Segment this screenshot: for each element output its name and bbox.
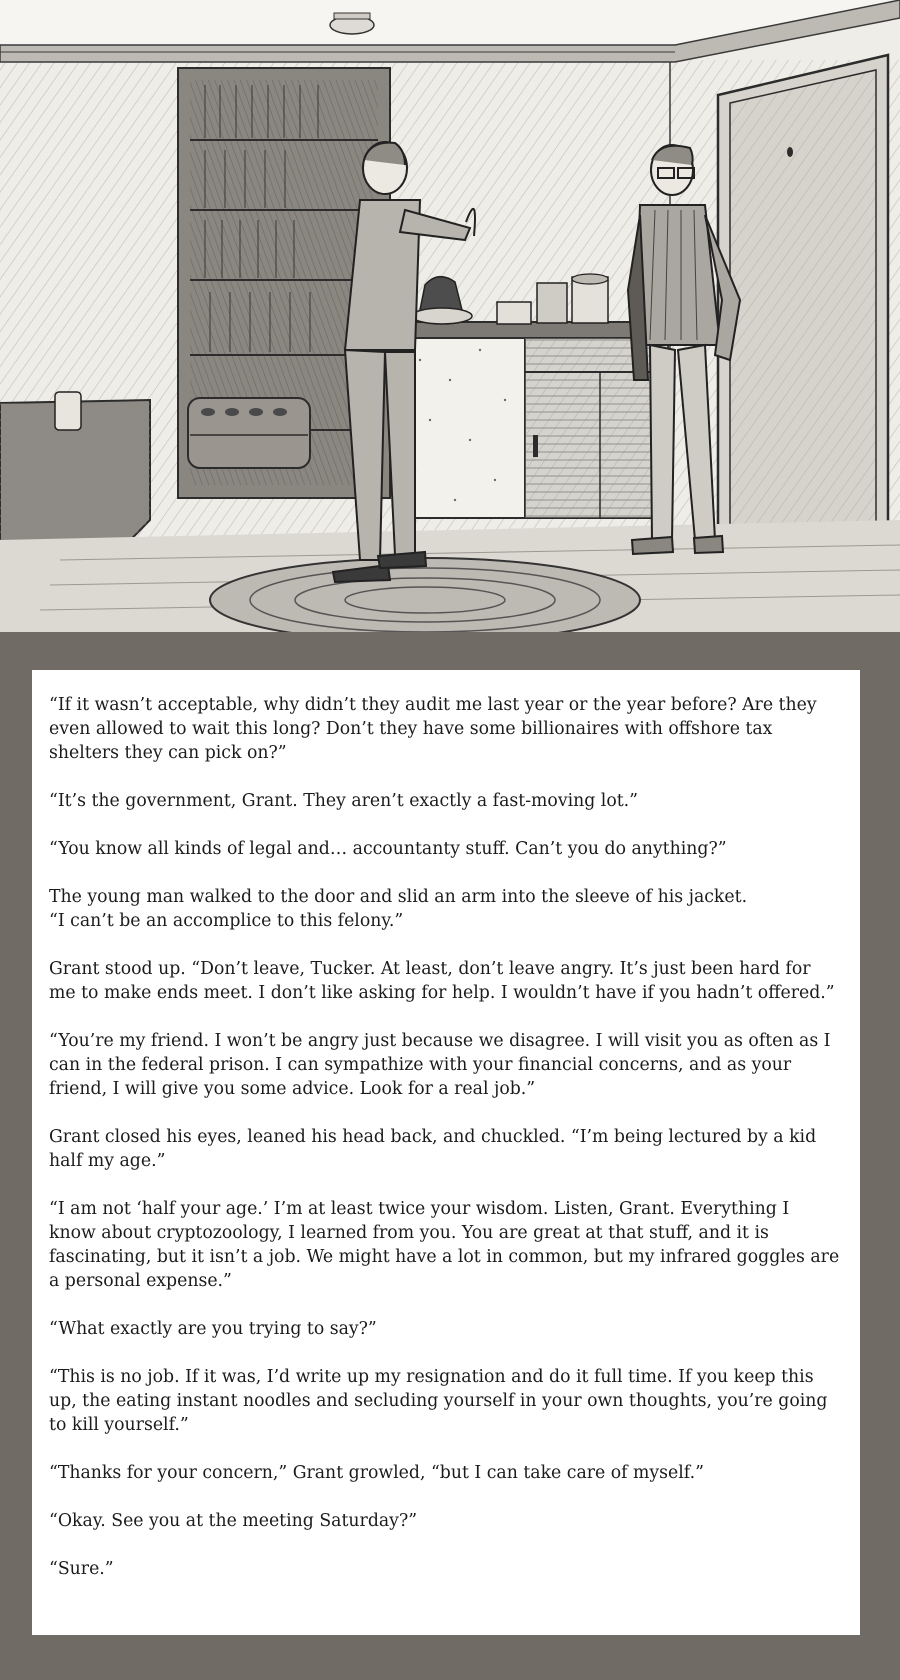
- story-paragraph: The young man walked to the door and slid an arm into the sleeve of his jacket. “I can’t be an accomplice to this felony.”: [49, 887, 748, 931]
- story-text-panel: [32, 670, 860, 1635]
- story-paragraph: “I am not ‘half your age.’ I’m at least twice your wisdom. Listen, Grant. Everything I know about cryptozoology, I learned from you. You are great at that stuff, and it is fascinating, but it isn’t a job. We might have a lot in common, but my infrared goggles are a personal expense.”: [49, 1199, 840, 1291]
- story-paragraph: Grant closed his eyes, leaned his head back, and chuckled. “I’m being lectured by a kid half my age.”: [49, 1127, 817, 1171]
- story-paragraph: Grant stood up. “Don’t leave, Tucker. At least, don’t leave angry. It’s just been hard for me to make ends meet. I don’t like asking for help. I wouldn’t have if you hadn’t offered.”: [49, 959, 835, 1003]
- story-paragraph: “Thanks for your concern,” Grant growled, “but I can take care of myself.”: [49, 1463, 704, 1483]
- story-paragraph: “If it wasn’t acceptable, why didn’t they audit me last year or the year before? Are they even allowed to wait this long? Don’t they have some billionaires with offshore tax shelters they can pick on?”: [49, 695, 817, 763]
- story-paragraph: “Okay. See you at the meeting Saturday?”: [49, 1511, 418, 1531]
- story-paragraph: “What exactly are you trying to say?”: [49, 1319, 377, 1339]
- story-paragraph: “It’s the government, Grant. They aren’t exactly a fast-moving lot.”: [49, 791, 638, 811]
- story-paragraph: “This is no job. If it was, I’d write up my resignation and do it full time. If you keep this up, the eating instant noodles and secluding yourself in your own thoughts, you’re going to kill yourself.”: [49, 1367, 828, 1435]
- story-paragraph: “You’re my friend. I won’t be angry just because we disagree. I will visit you as often as I can in the federal prison. I can sympathize with your financial concerns, and as your friend, I will give you some advice. Look for a real job.”: [49, 1031, 831, 1099]
- comic-illustration: [0, 0, 900, 632]
- pencil-sketch-scene: [0, 0, 900, 632]
- story-paragraph: “You know all kinds of legal and… accountanty stuff. Can’t you do anything?”: [49, 839, 727, 859]
- story-paragraph: “Sure.”: [49, 1559, 114, 1579]
